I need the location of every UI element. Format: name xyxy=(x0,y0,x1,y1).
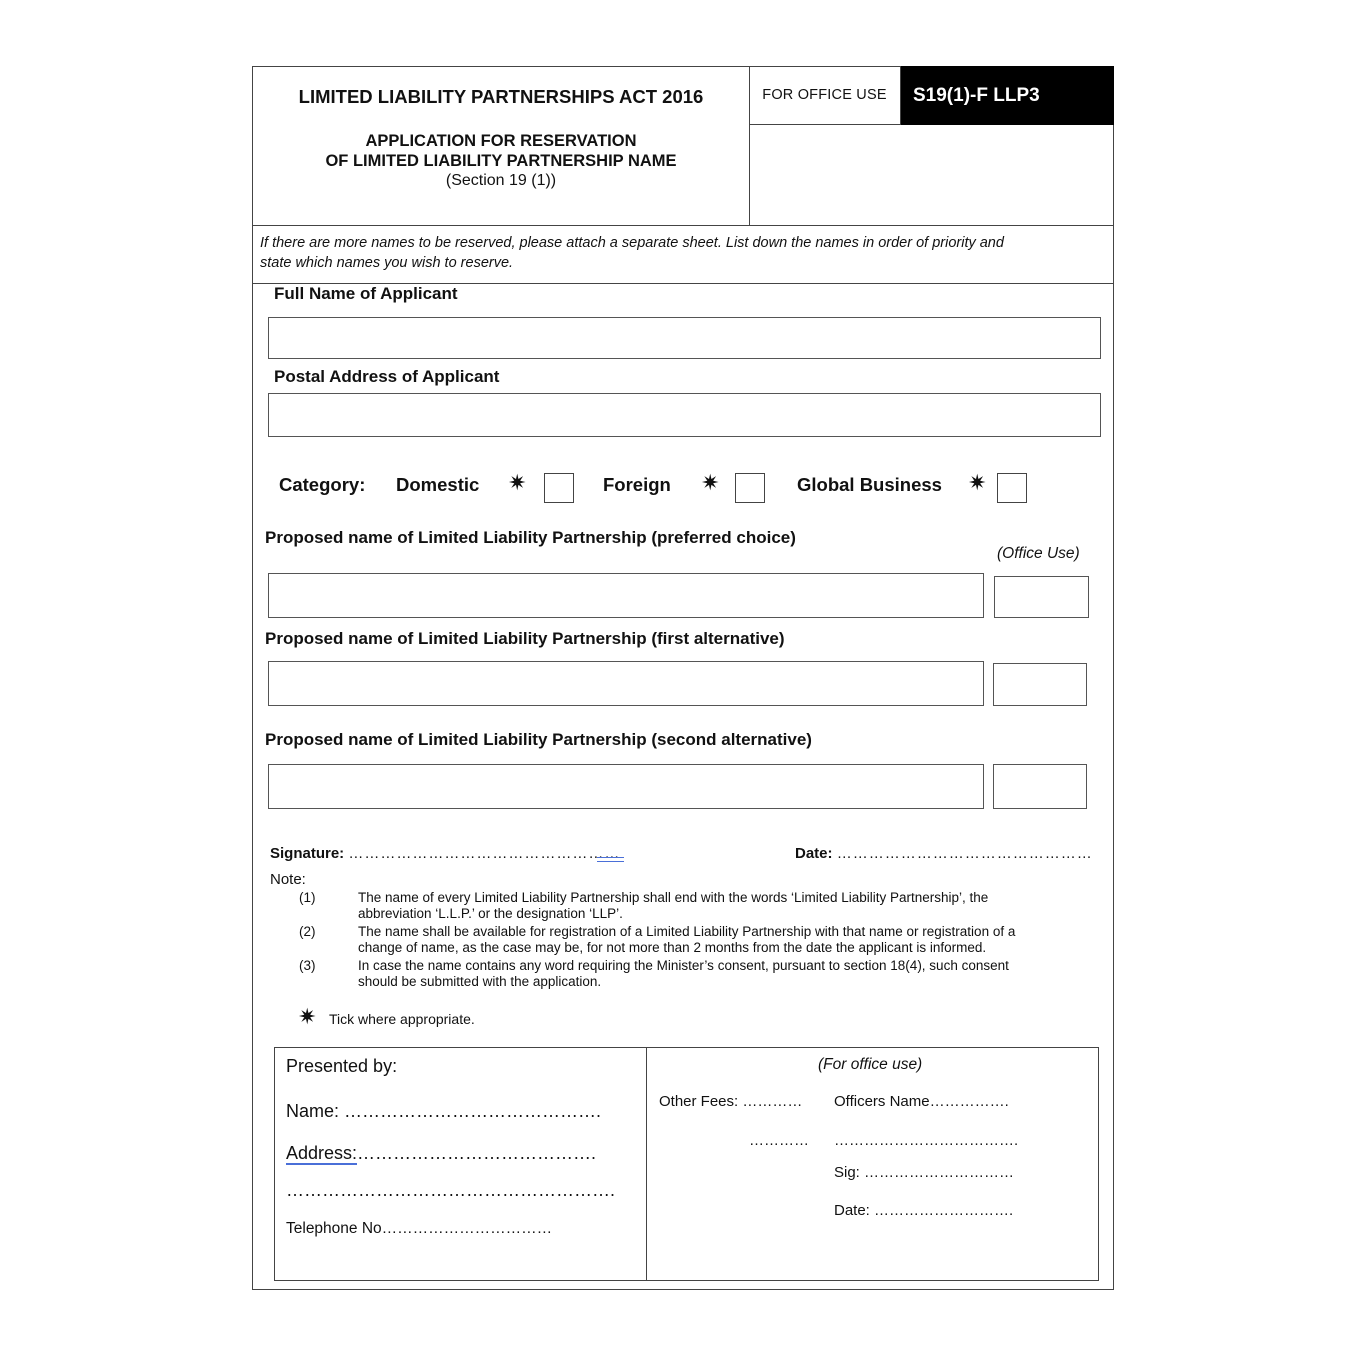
form-code: S19(1)-F LLP3 xyxy=(901,66,1114,125)
presented-name-line xyxy=(286,1101,601,1122)
postal-address-label: Postal Address of Applicant xyxy=(274,367,500,386)
note-3-number: (3) xyxy=(299,958,316,973)
tick-star-icon: ✷ xyxy=(298,1004,317,1029)
proposed-name-first-alt-office-box xyxy=(993,663,1087,706)
note-2-line1: The name shall be available for registration of a Limited Liability Partnership with that name or registration of a xyxy=(358,924,1016,939)
proposed-name-second-alt-label: Proposed name of Limited Liability Partnership (second alternative) xyxy=(265,730,812,749)
application-title-line1: APPLICATION FOR RESERVATION xyxy=(365,132,637,150)
signature-dots[interactable]: …………………………………………… xyxy=(348,845,621,862)
presented-by-divider xyxy=(646,1047,647,1281)
instructions-line1: If there are more names to be reserved, please attach a separate sheet. List down the names in order of priority and xyxy=(260,235,1004,251)
signature-label: Signature: xyxy=(270,845,345,862)
office-use-column-label: (Office Use) xyxy=(997,545,1080,562)
other-fees-dots-line2: ………… xyxy=(749,1132,809,1149)
application-title xyxy=(252,131,750,171)
presented-address-dots[interactable]: …………………………………. xyxy=(357,1143,597,1163)
officers-name-line2: ………………………………. xyxy=(834,1132,1019,1149)
telephone-dots[interactable]: …………………………… xyxy=(381,1220,553,1237)
note-1-line1: The name of every Limited Liability Partnership shall end with the words ‘Limited Liability Partnership’, the xyxy=(358,890,989,905)
full-name-label: Full Name of Applicant xyxy=(274,284,458,303)
category-foreign-label: Foreign xyxy=(603,474,671,495)
note-1-line2: abbreviation ‘L.L.P.’ or the designation ‘LLP’. xyxy=(358,906,623,921)
foreign-checkbox[interactable] xyxy=(735,473,765,503)
proposed-name-preferred-label: Proposed name of Limited Liability Partnership (preferred choice) xyxy=(265,528,796,547)
office-date-line xyxy=(834,1202,1013,1219)
tick-star-icon: ✷ xyxy=(508,470,527,495)
global-business-checkbox[interactable] xyxy=(997,473,1027,503)
office-sig-line xyxy=(834,1164,1014,1181)
office-sig-label: Sig: xyxy=(834,1164,860,1181)
note-1 xyxy=(358,890,1078,922)
presented-name-label: Name: xyxy=(286,1101,340,1121)
category-global-business-label: Global Business xyxy=(797,474,942,495)
note-3-line1: In case the name contains any word requiring the Minister’s consent, pursuant to section 18(4), such consent xyxy=(358,958,1009,973)
presented-address-line xyxy=(286,1143,596,1164)
section-reference: (Section 19 (1)) xyxy=(445,172,557,189)
domestic-checkbox[interactable] xyxy=(544,473,574,503)
office-use-label: FOR OFFICE USE xyxy=(749,66,901,125)
act-title: LIMITED LIABILITY PARTNERSHIPS ACT 2016 xyxy=(298,86,704,107)
proposed-name-preferred-field[interactable] xyxy=(268,573,984,618)
category-domestic-label: Domestic xyxy=(396,474,480,495)
date-dots[interactable]: ………………………………………… xyxy=(836,845,1093,862)
presented-by-title: Presented by: xyxy=(286,1056,398,1076)
officers-name-line xyxy=(834,1093,1009,1110)
tick-star-icon: ✷ xyxy=(968,470,987,495)
office-date-dots: ………………………. xyxy=(874,1202,1014,1219)
officers-name-label: Officers Name xyxy=(834,1093,930,1110)
other-fees-dots: ………… xyxy=(742,1093,803,1110)
note-2-number: (2) xyxy=(299,924,316,939)
telephone-line xyxy=(286,1220,552,1238)
other-fees-line xyxy=(659,1093,802,1110)
officers-name-dots: ……………. xyxy=(929,1093,1009,1110)
spellcheck-mark xyxy=(597,857,624,862)
date-label: Date: xyxy=(795,845,833,862)
proposed-name-second-alt-field[interactable] xyxy=(268,764,984,809)
instructions xyxy=(260,233,1100,273)
proposed-name-first-alt-label: Proposed name of Limited Liability Partnership (first alternative) xyxy=(265,629,785,648)
presented-name-dots[interactable]: ……………………………………. xyxy=(344,1101,602,1121)
category-label: Category: xyxy=(279,474,366,495)
proposed-name-second-alt-office-box xyxy=(993,764,1087,809)
presented-address-label: Address: xyxy=(286,1143,358,1163)
telephone-label: Telephone No xyxy=(286,1220,382,1237)
office-sig-dots: ………………………… xyxy=(864,1164,1015,1181)
application-title-line2: OF LIMITED LIABILITY PARTNERSHIP NAME xyxy=(325,152,677,170)
date-line xyxy=(795,845,1093,862)
signature-line xyxy=(270,845,620,862)
note-3-line2: should be submitted with the application. xyxy=(358,974,602,989)
office-date-label: Date: xyxy=(834,1202,870,1219)
full-name-field[interactable] xyxy=(268,317,1101,359)
note-3 xyxy=(358,958,1078,990)
tick-note: Tick where appropriate. xyxy=(329,1011,475,1027)
other-fees-label: Other Fees: xyxy=(659,1093,739,1110)
postal-address-field[interactable] xyxy=(268,393,1101,437)
presented-address-line2[interactable]: ………………………………………………. xyxy=(286,1180,616,1200)
proposed-name-preferred-office-box xyxy=(994,576,1089,618)
proposed-name-first-alt-field[interactable] xyxy=(268,661,984,706)
note-1-number: (1) xyxy=(299,890,316,905)
note-title: Note: xyxy=(270,871,306,888)
note-2-line2: change of name, as the case may be, for not more than 2 months from the date the applicant is informed. xyxy=(358,940,987,955)
instructions-line2: state which names you wish to reserve. xyxy=(260,255,514,271)
office-use-title: (For office use) xyxy=(818,1056,923,1073)
note-2 xyxy=(358,924,1078,956)
tick-star-icon: ✷ xyxy=(701,470,720,495)
